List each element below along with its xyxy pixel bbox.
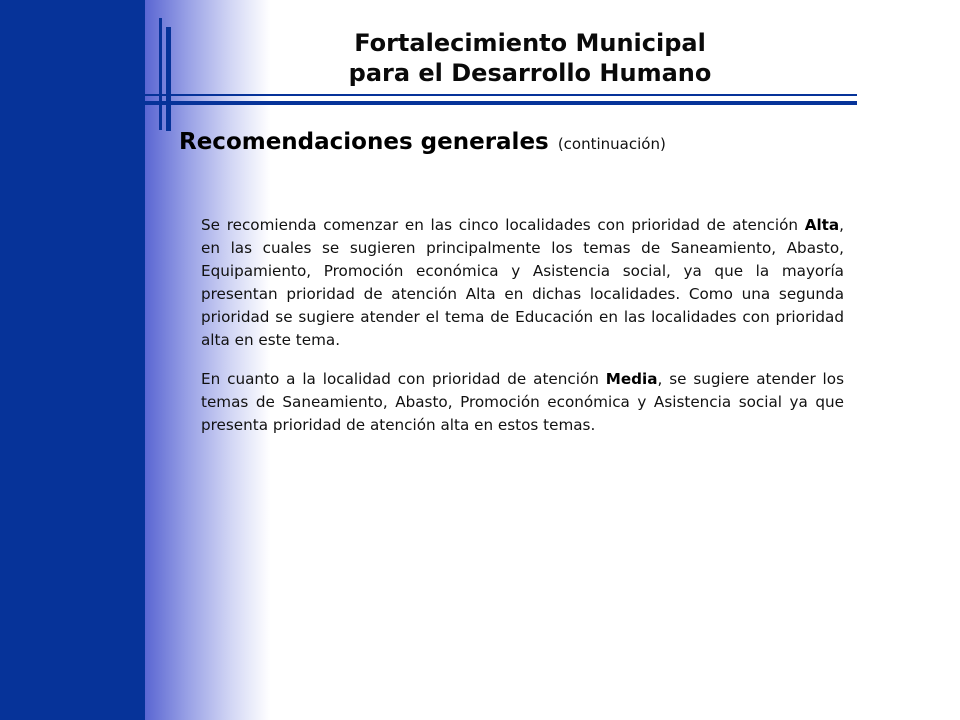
section-heading [179,129,666,155]
page-title [270,28,790,88]
paragraph [201,368,844,437]
paragraph-text: , en las cuales se sugieren principalmente los temas de Saneamiento, Abasto, Equipamiento, Promoción económica y Asistencia social, ya que la mayoría presentan prioridad de atención Alta en dichas localidades. Como una segunda prioridad se sugiere atender el tema de Educación en las localidades con prioridad alta en este tema. [201,216,844,349]
page-title-line-2: para el Desarrollo Humano [348,59,712,87]
paragraph-text: En cuanto a la localidad con prioridad de atención [201,370,606,388]
page-title-line-1: Fortalecimiento Municipal [354,29,706,57]
section-heading-text: Recomendaciones generales [179,129,549,155]
body-text [201,214,844,453]
decorative-vertical-bar [166,27,171,131]
priority-highlight: Media [605,370,658,388]
decorative-horizontal-rule [145,101,857,105]
left-blue-band [0,0,145,720]
paragraph-text: , se sugiere atender los temas de Saneamiento, Abasto, Promoción económica y Asistencia social ya que presenta prioridad de atención alta en estos temas. [201,370,844,434]
decorative-vertical-bar [159,18,162,130]
paragraph-text: Se recomienda comenzar en las cinco localidades con prioridad de atención [201,216,805,234]
paragraph [201,214,844,352]
section-continuation: (continuación) [557,135,666,153]
decorative-horizontal-rule [145,94,857,96]
priority-highlight: Alta [804,216,840,234]
